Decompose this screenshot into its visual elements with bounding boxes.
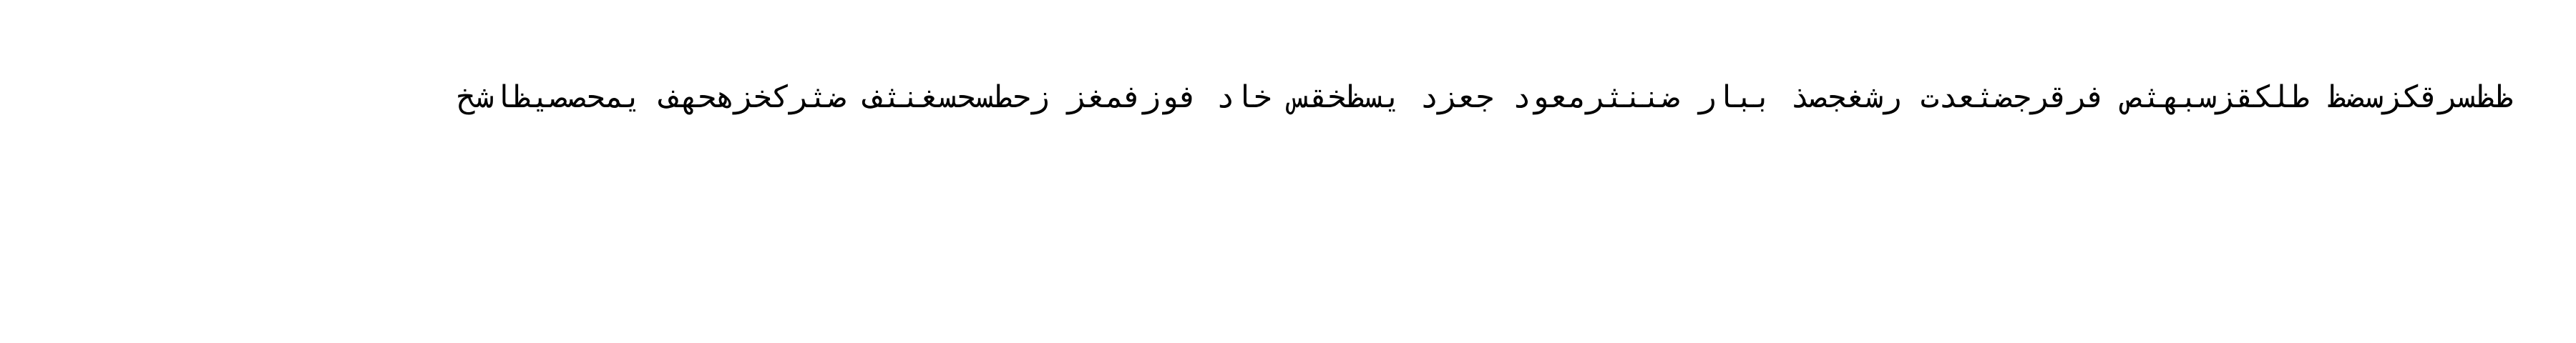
document-text-line: ظظسرقكزسضظ طلكقزسبهثص فرقرجضثعدت رشغجصذ ببار ضننثرمعود جعزد يسظخقس خاد فوزفمغز زحطسحسغنثف ضثركخزهحهف يمحصصيظاشخ xyxy=(457,79,2513,115)
